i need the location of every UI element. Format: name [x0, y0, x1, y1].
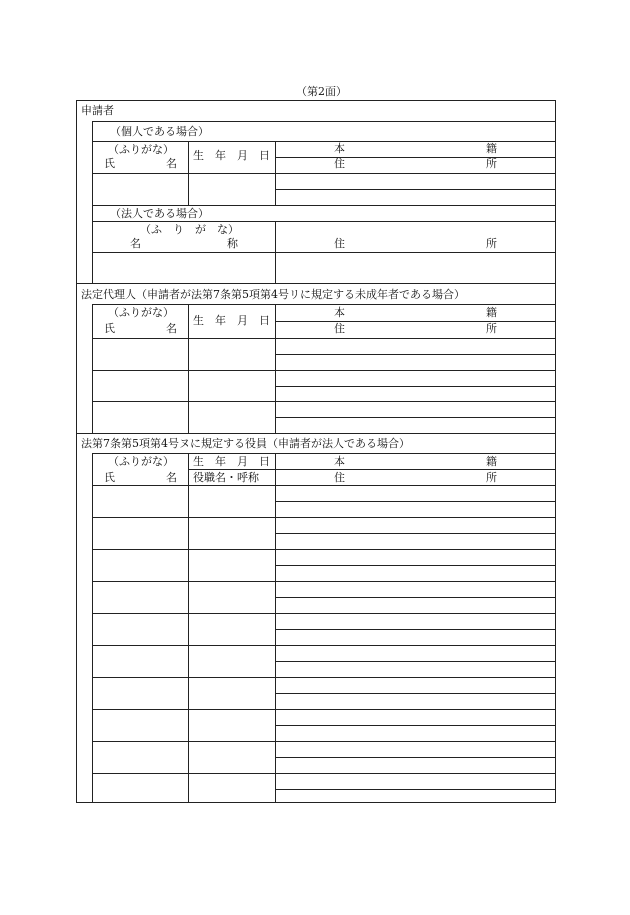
corporate-name-label-a: 名 [130, 237, 141, 250]
legal-rep-name-label-b: 名 [166, 322, 177, 335]
officers-position-label: 役職名・呼称 [193, 471, 259, 484]
legal-rep-address-label-b: 所 [486, 322, 497, 335]
legal-rep-title: 法定代理人（申請者が法第7条第5項第4号リに規定する未成年者である場合） [81, 288, 465, 301]
individual-furigana-label: （ふりがな） [108, 143, 174, 156]
legal-rep-name-label-a: 氏 [104, 322, 115, 335]
page-label: （第2面） [296, 85, 347, 98]
individual-honseki-label-a: 本 [334, 142, 345, 155]
individual-name-label-a: 氏 [104, 157, 115, 170]
legal-rep-furigana-label: （ふりがな） [108, 306, 174, 319]
officers-honseki-label-b: 籍 [486, 455, 497, 468]
individual-honseki-label-b: 籍 [486, 142, 497, 155]
officers-furigana-label: （ふりがな） [108, 455, 174, 468]
officers-name-label-a: 氏 [104, 471, 115, 484]
officers-address-label-a: 住 [334, 471, 345, 484]
corporate-name-label-b: 称 [227, 237, 238, 250]
legal-rep-birthdate-label: 生 年 月 日 [193, 314, 270, 327]
corporate-furigana-label: （ふ り が な） [140, 223, 239, 236]
individual-name-label-b: 名 [166, 157, 177, 170]
officers-honseki-label-a: 本 [334, 455, 345, 468]
legal-rep-honseki-label-a: 本 [334, 306, 345, 319]
legal-rep-honseki-label-b: 籍 [486, 306, 497, 319]
corporate-address-label-a: 住 [334, 237, 345, 250]
corporate-heading: （法人である場合） [110, 207, 209, 220]
legal-rep-address-label-a: 住 [334, 322, 345, 335]
officers-name-label-b: 名 [166, 471, 177, 484]
individual-address-label-a: 住 [334, 157, 345, 170]
officers-title: 法第7条第5項第4号ヌに規定する役員（申請者が法人である場合） [81, 437, 410, 450]
individual-heading: （個人である場合） [110, 125, 209, 138]
officers-address-label-b: 所 [486, 471, 497, 484]
individual-address-label-b: 所 [486, 157, 497, 170]
corporate-address-label-b: 所 [486, 237, 497, 250]
officers-birthdate-label: 生 年 月 日 [193, 455, 270, 468]
applicant-indent-line [92, 121, 93, 283]
applicant-title: 申請者 [81, 104, 114, 117]
individual-birthdate-label: 生 年 月 日 [193, 149, 270, 162]
